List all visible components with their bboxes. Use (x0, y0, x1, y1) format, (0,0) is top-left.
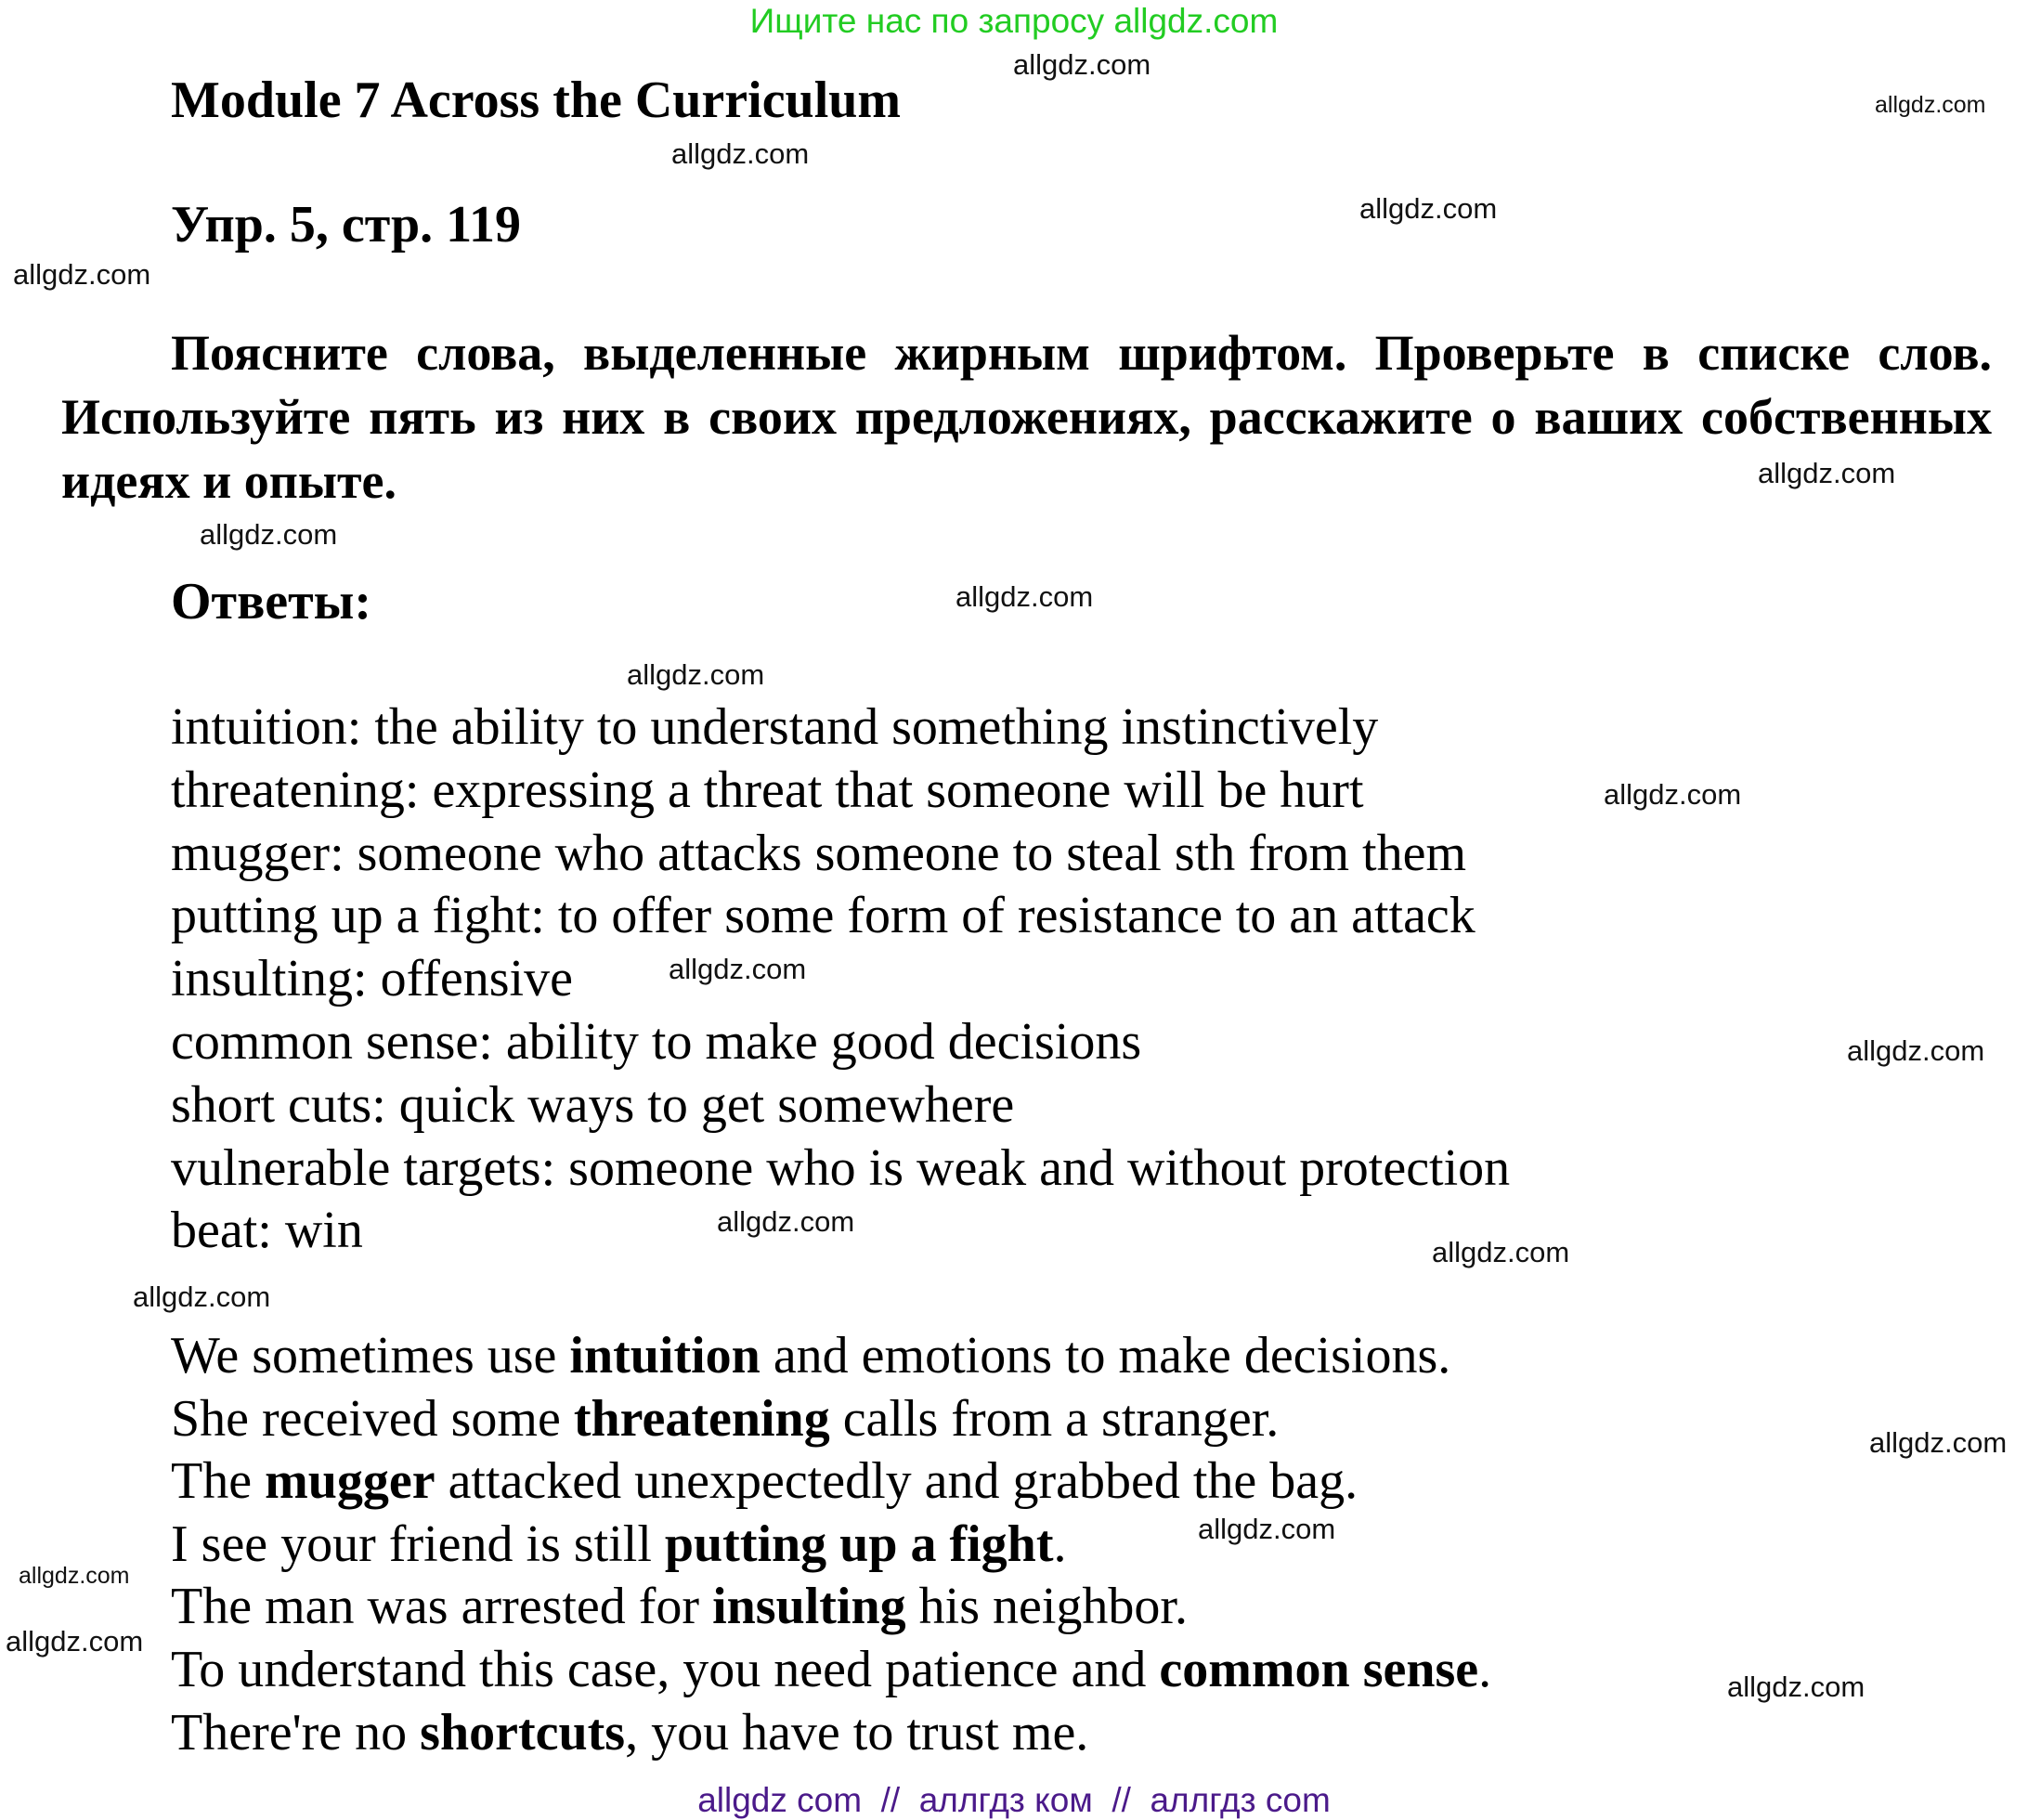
definition-item: common sense: ability to make good decisions (171, 1012, 1142, 1071)
watermark: allgdz.com (1013, 48, 1151, 81)
sentence-item (171, 1450, 1491, 1514)
definition-item: threatening: expressing a threat that someone will be hurt (171, 760, 1364, 819)
sentence-item (171, 1388, 1491, 1451)
key-word: threatening (573, 1389, 830, 1448)
sentence-text: . (1478, 1640, 1492, 1698)
exercise-heading: Упр. 5, стр. 119 (171, 196, 522, 254)
watermark: allgdz.com (671, 137, 810, 170)
definition-item: insulting: offensive (171, 950, 573, 1008)
sentence-text: The man was arrested for (171, 1578, 713, 1636)
sentence-text: The (171, 1452, 266, 1511)
definition-item: vulnerable targets: someone who is weak and without protection (171, 1138, 1511, 1197)
key-word: intuition (569, 1327, 760, 1384)
sentence-text: calls from a stranger. (829, 1389, 1280, 1448)
watermark: allgdz.com (1198, 1513, 1336, 1545)
key-word: putting up a fight (664, 1514, 1054, 1573)
key-word: common sense (1159, 1640, 1479, 1698)
watermark: allgdz.com (200, 518, 338, 551)
watermark: allgdz.com (1604, 778, 1742, 811)
definition-item: short cuts: quick ways to get somewhere (171, 1075, 1015, 1134)
footer-watermark: allgdz com // аллгдз ком // аллгдз com (697, 1781, 1331, 1819)
sentence-item (171, 1576, 1491, 1639)
sentence-text: I see your friend is still (171, 1514, 665, 1573)
key-word: mugger (265, 1452, 436, 1511)
definitions-list (171, 696, 1510, 1263)
sentence-text: , you have to trust me. (625, 1703, 1089, 1762)
sentence-item (171, 1702, 1491, 1765)
watermark: allgdz.com (627, 658, 765, 691)
watermark: allgdz.com (1359, 192, 1498, 225)
watermark: allgdz.com (669, 953, 807, 985)
watermark: allgdz.com (1847, 1034, 1985, 1067)
sentence-text: his neighbor. (905, 1578, 1188, 1636)
definition-item: intuition: the ability to understand something instinctively (171, 698, 1379, 756)
watermark: allgdz.com (1432, 1236, 1570, 1268)
sentence-text: To understand this case, you need patience and (171, 1640, 1160, 1698)
definition-item: beat: win (171, 1202, 363, 1260)
definition-item: putting up a fight: to offer some form of resistance to an attack (171, 887, 1476, 945)
watermark: allgdz.com (717, 1205, 855, 1238)
watermark: allgdz.com (133, 1280, 271, 1313)
sentence-text: She received some (171, 1389, 574, 1448)
watermark: allgdz.com (1869, 1426, 2008, 1459)
sentence-text: attacked unexpectedly and grabbed the bag. (435, 1452, 1358, 1511)
watermark: allgdz.com (956, 580, 1094, 613)
page-title: Module 7 Across the Curriculum (171, 72, 902, 129)
watermark: allgdz.com (19, 1563, 130, 1589)
sentence-text: There're no (171, 1703, 421, 1762)
search-banner: Ищите нас по запросу allgdz.com (749, 2, 1279, 40)
task-instructions: Поясните слова, выделенные жирным шрифтом. Проверьте в списке слов. Используйте пять из них в своих предложениях, расскажите о ваших собственных идеях и опыте. (61, 325, 1992, 509)
key-word: shortcuts (420, 1703, 626, 1762)
key-word: insulting (712, 1578, 906, 1636)
sentence-item (171, 1325, 1491, 1388)
sentence-text: and emotions to make decisions. (760, 1327, 1451, 1384)
watermark: allgdz.com (1875, 92, 1986, 118)
watermark: allgdz.com (1758, 457, 1896, 489)
watermark: allgdz.com (6, 1625, 144, 1658)
definition-item: mugger: someone who attacks someone to steal sth from them (171, 824, 1467, 882)
watermark: allgdz.com (13, 258, 151, 291)
sentence-item (171, 1639, 1491, 1702)
sentence-text: We sometimes use (171, 1327, 570, 1384)
sentence-text: . (1053, 1514, 1067, 1573)
answers-heading: Ответы: (171, 573, 372, 630)
watermark: allgdz.com (1727, 1670, 1866, 1703)
